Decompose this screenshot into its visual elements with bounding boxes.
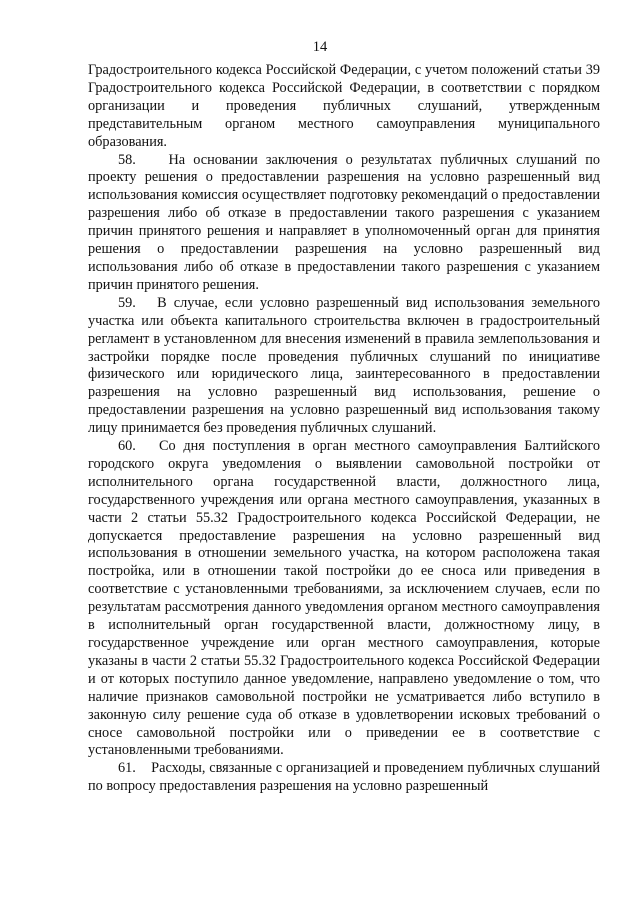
paragraph-58: 58. На основании заключения о результатах публичных слушаний по проекту решения о предоставлении разрешения на условно разрешенный вид использования комиссия осуществляет подготовку рекомендаций о предоставлении разрешения либо об отказе в предоставлении такого разрешения с указанием причин принятого решения и направляет в уполномоченный орган для принятия решения о предоставлении разрешения на условно разрешенный вид использования либо об отказе в предоставлении такого разрешения с указанием причин принятого решения. <box>88 151 600 293</box>
paragraph-59: 59. В случае, если условно разрешенный вид использования земельного участка или объекта капитального строительства включен в градостроительный регламент в установленном для внесения изменений в правила землепользования и застройки порядке после проведения публичных слушаний по инициативе физического или юридического лица, заинтересованного в предоставлении разрешения на условно разрешенный вид использования, решение о предоставлении разрешения на условно разрешенный вид использования такому лицу принимается без проведения публичных слушаний. <box>88 294 600 437</box>
paragraph-continuation: Градостроительного кодекса Российской Федерации, с учетом положений статьи 39 Градостроительного кодекса Российской Федерации, в соответствии с порядком организации и проведения публичных слушаний, утвержденным представительным органом местного самоуправления муниципального образования. <box>88 62 600 150</box>
paragraph-61: 61. Расходы, связанные с организацией и проведением публичных слушаний по вопросу предоставления разрешения на условно разрешенный <box>88 760 600 795</box>
page-number: 14 <box>312 39 328 55</box>
paragraph-60: 60. Со дня поступления в орган местного самоуправления Балтийского городского округа уведомления о выявлении самовольной постройки от исполнительного органа государственной власти, должностного лица, государственного учреждения или органа местного самоуправления, указанных в части 2 статьи 55.32 Градостроительного кодекса Российской Федерации, не допускается предоставление разрешения на условно разрешенный вид использования в отношении земельного участка, на котором расположена такая постройка, или в отношении такой постройки до ее сноса или приведения в соответствие с установленными требованиями, за исключением случаев, если по результатам рассмотрения данного уведомления органом местного самоуправления в исполнительный орган государственной власти, должностному лицу, в государственное учреждение или орган местного самоуправления, которые указаны в части 2 статьи 55.32 Градостроительного кодекса Российской Федерации и от которых поступило данное уведомление, направлено уведомление о том, что наличие признаков самовольной постройки не усматривается либо вступило в законную силу решение суда об отказе в удовлетворении исковых требований о сносе самовольной постройки или о приведении ее в соответствие с установленными требованиями. <box>88 438 600 759</box>
